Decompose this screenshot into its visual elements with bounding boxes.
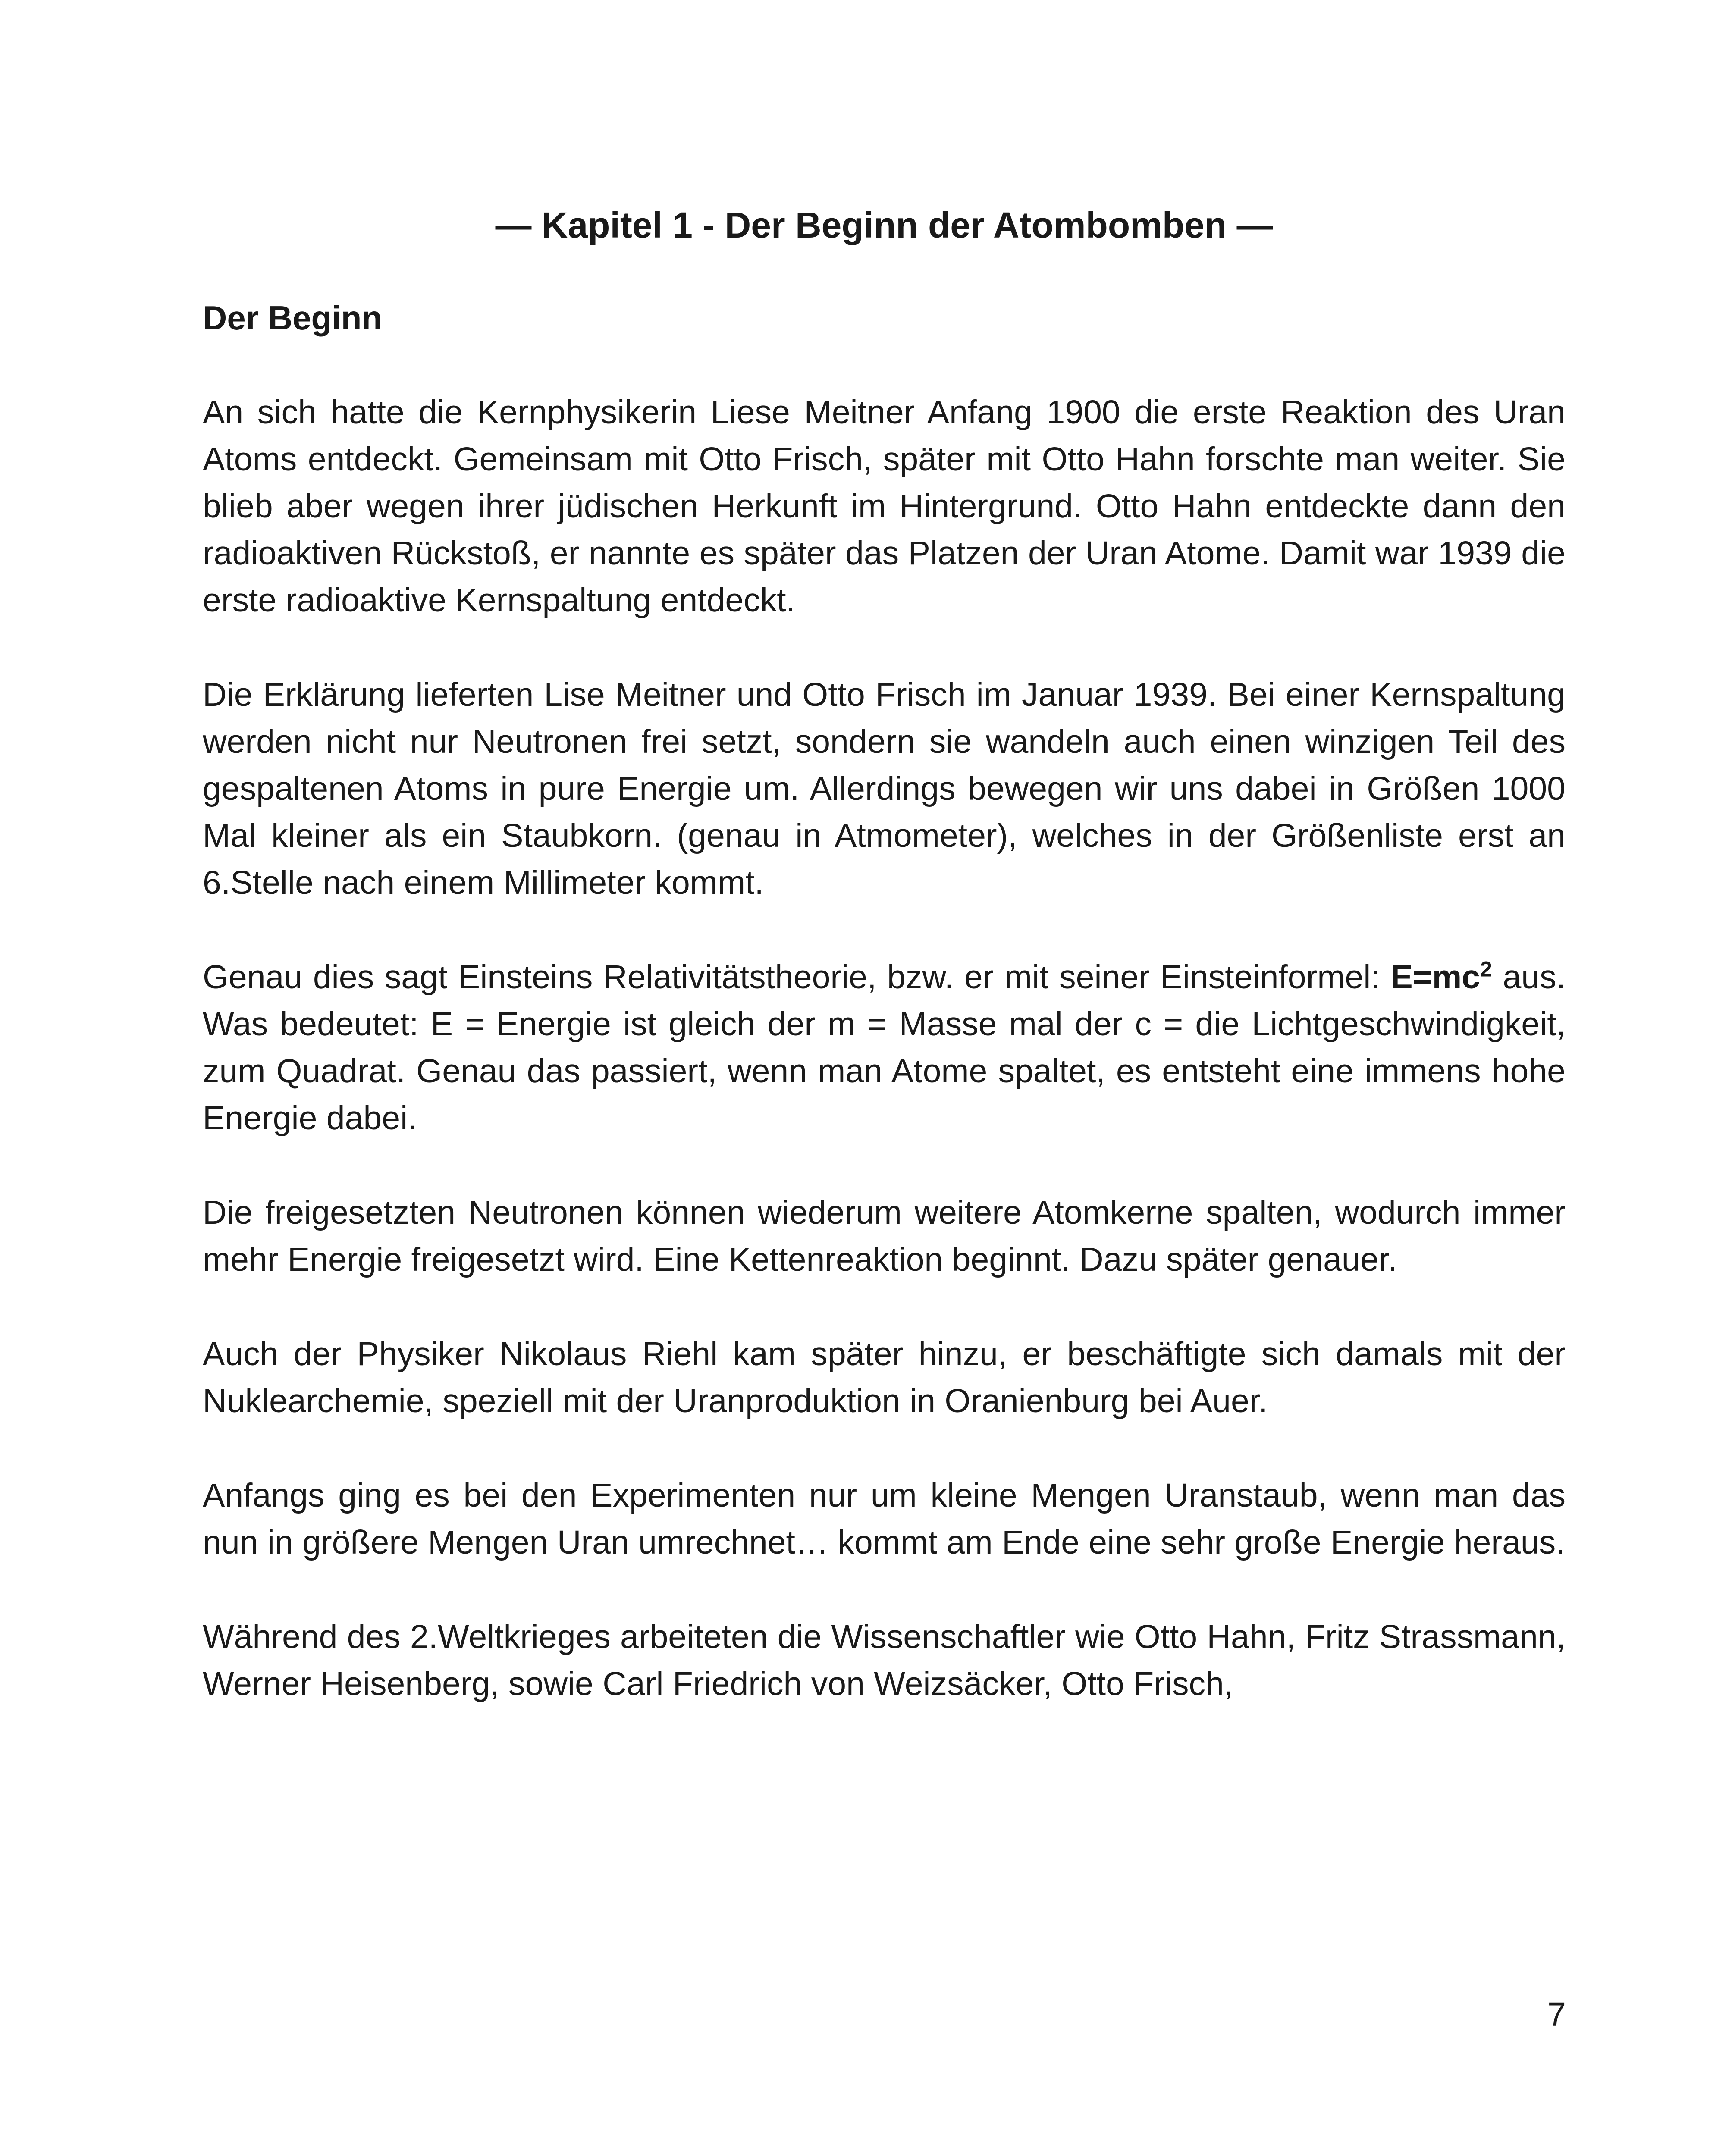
paragraph-2: Die Erklärung lieferten Lise Meitner und Otto Frisch im Januar 1939. Bei einer Kernspaltung werden nicht nur Neutronen frei setzt, sondern sie wandeln auch einen winzigen Teil des gespaltenen Atoms in pure Energie um. Allerdings bewegen wir uns dabei in Größen 1000 Mal kleiner als ein Staubkorn. (genau in Atmometer), welches in der Größenliste erst an 6.Stelle nach einem Millimeter kommt.: [203, 676, 1566, 901]
einstein-formula: [1390, 959, 1492, 996]
chapter-title: — Kapitel 1 - Der Beginn der Atombomben —: [495, 205, 1273, 245]
paragraph-1: An sich hatte die Kernphysikerin Liese Meitner Anfang 1900 die erste Reaktion des Uran Atoms entdeckt. Gemeinsam mit Otto Frisch, später mit Otto Hahn forschte man weiter. Sie blieb aber wegen ihrer jüdischen Herkunft im Hintergrund. Otto Hahn entdeckte dann den radioaktiven Rückstoß, er nannte es später das Platzen der Uran Atome. Damit war 1939 die erste radioaktive Kernspaltung entdeckt.: [203, 394, 1566, 619]
paragraph-3-rest: aus. Was bedeutet: E = Energie ist gleich der m = Masse mal der c = die Lichtgeschwindigkeit, zum Quadrat. Genau das passiert, wenn man Atome spaltet, es entsteht eine immens hohe Energie dabei.: [203, 959, 1566, 1137]
paragraph-6: Anfangs ging es bei den Experimenten nur um kleine Mengen Uranstaub, wenn man das nun in größere Mengen Uran umrechnet… kommt am Ende eine sehr große Energie heraus.: [203, 1477, 1566, 1561]
paragraph-7: Während des 2.Weltkrieges arbeiteten die Wissenschaftler wie Otto Hahn, Fritz Strassmann, Werner Heisenberg, sowie Carl Friedrich von Weizsäcker, Otto Frisch,: [203, 1618, 1566, 1702]
page-number: 7: [1547, 1996, 1566, 2033]
formula-base: E=mc: [1390, 959, 1481, 996]
formula-exponent: 2: [1480, 957, 1492, 981]
paragraph-3: [203, 954, 1566, 1142]
page-content: [203, 199, 1566, 1708]
paragraph-3-intro: Genau dies sagt Einsteins Relativitätstheorie, bzw. er mit seiner Einsteinformel:: [203, 959, 1391, 996]
paragraph-4: Die freigesetzten Neutronen können wiederum weitere Atomkerne spalten, wodurch immer mehr Energie freigesetzt wird. Eine Kettenreaktion beginnt. Dazu später genauer.: [203, 1194, 1566, 1278]
section-title: Der Beginn: [203, 299, 383, 337]
paragraph-5: Auch der Physiker Nikolaus Riehl kam später hinzu, er beschäftigte sich damals mit der Nuklearchemie, speziell mit der Uranproduktion in Oranienburg bei Auer.: [203, 1335, 1566, 1420]
